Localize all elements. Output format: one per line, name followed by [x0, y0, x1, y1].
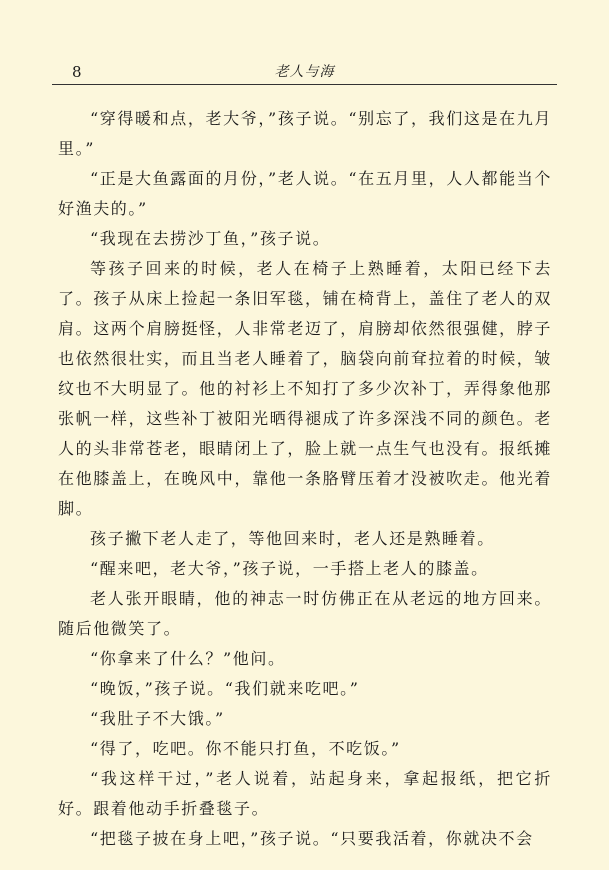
- paragraph: “得了，吃吧。你不能只打鱼，不吃饭。”: [90, 739, 401, 758]
- paragraph: “把毯子披在身上吧，”孩子说。“只要我活着，你就决不会: [90, 829, 534, 848]
- paragraph: “晚饭，”孩子说。“我们就来吃吧。”: [90, 679, 360, 698]
- paragraph: “我肚子不大饿。”: [90, 709, 225, 728]
- paragraph: “醒来吧，老大爷，”孩子说，一手搭上老人的膝盖。: [90, 559, 489, 578]
- page-header: [52, 62, 557, 85]
- paragraph: “我现在去捞沙丁鱼，”孩子说。: [90, 229, 331, 248]
- body-text: [58, 104, 552, 854]
- paragraph: 孩子撇下老人走了，等他回来时，老人还是熟睡着。: [90, 529, 495, 548]
- paragraph: “我这样干过，”老人说着，站起身来，拿起报纸，把它折好。跟着他动手折叠毯子。: [58, 769, 552, 818]
- running-title: 老人与海: [274, 64, 335, 80]
- page-number: 8: [72, 63, 82, 81]
- paragraph: “穿得暖和点，老大爷，”孩子说。“别忘了，我们这是在九月里。”: [58, 109, 552, 158]
- paragraph: “你拿来了什么？”他问。: [90, 649, 286, 668]
- paragraph: 等孩子回来的时候，老人在椅子上熟睡着，太阳已经下去了。孩子从床上捡起一条旧军毯，铺在椅背上，盖住了老人的双肩。这两个肩膀挺怪，人非常老迈了，肩膀却依然很强健，脖子也依然很壮实，而且当老人睡着了，脑袋向前耷拉着的时候，皱纹也不大明显了。他的衬衫上不知打了多少次补丁，弄得象他那张帆一样，这些补丁被阳光晒得褪成了许多深浅不同的颜色。老人的头非常苍老，眼睛闭上了，脸上就一点生气也没有。报纸摊在他膝盖上，在晚风中，靠他一条胳臂压着才没被吹走。他光着脚。: [58, 259, 552, 518]
- paragraph: 老人张开眼睛，他的神志一时仿佛正在从老远的地方回来。随后他微笑了。: [58, 589, 552, 638]
- paragraph: “正是大鱼露面的月份，”老人说。“在五月里，人人都能当个好渔夫的。”: [58, 169, 552, 218]
